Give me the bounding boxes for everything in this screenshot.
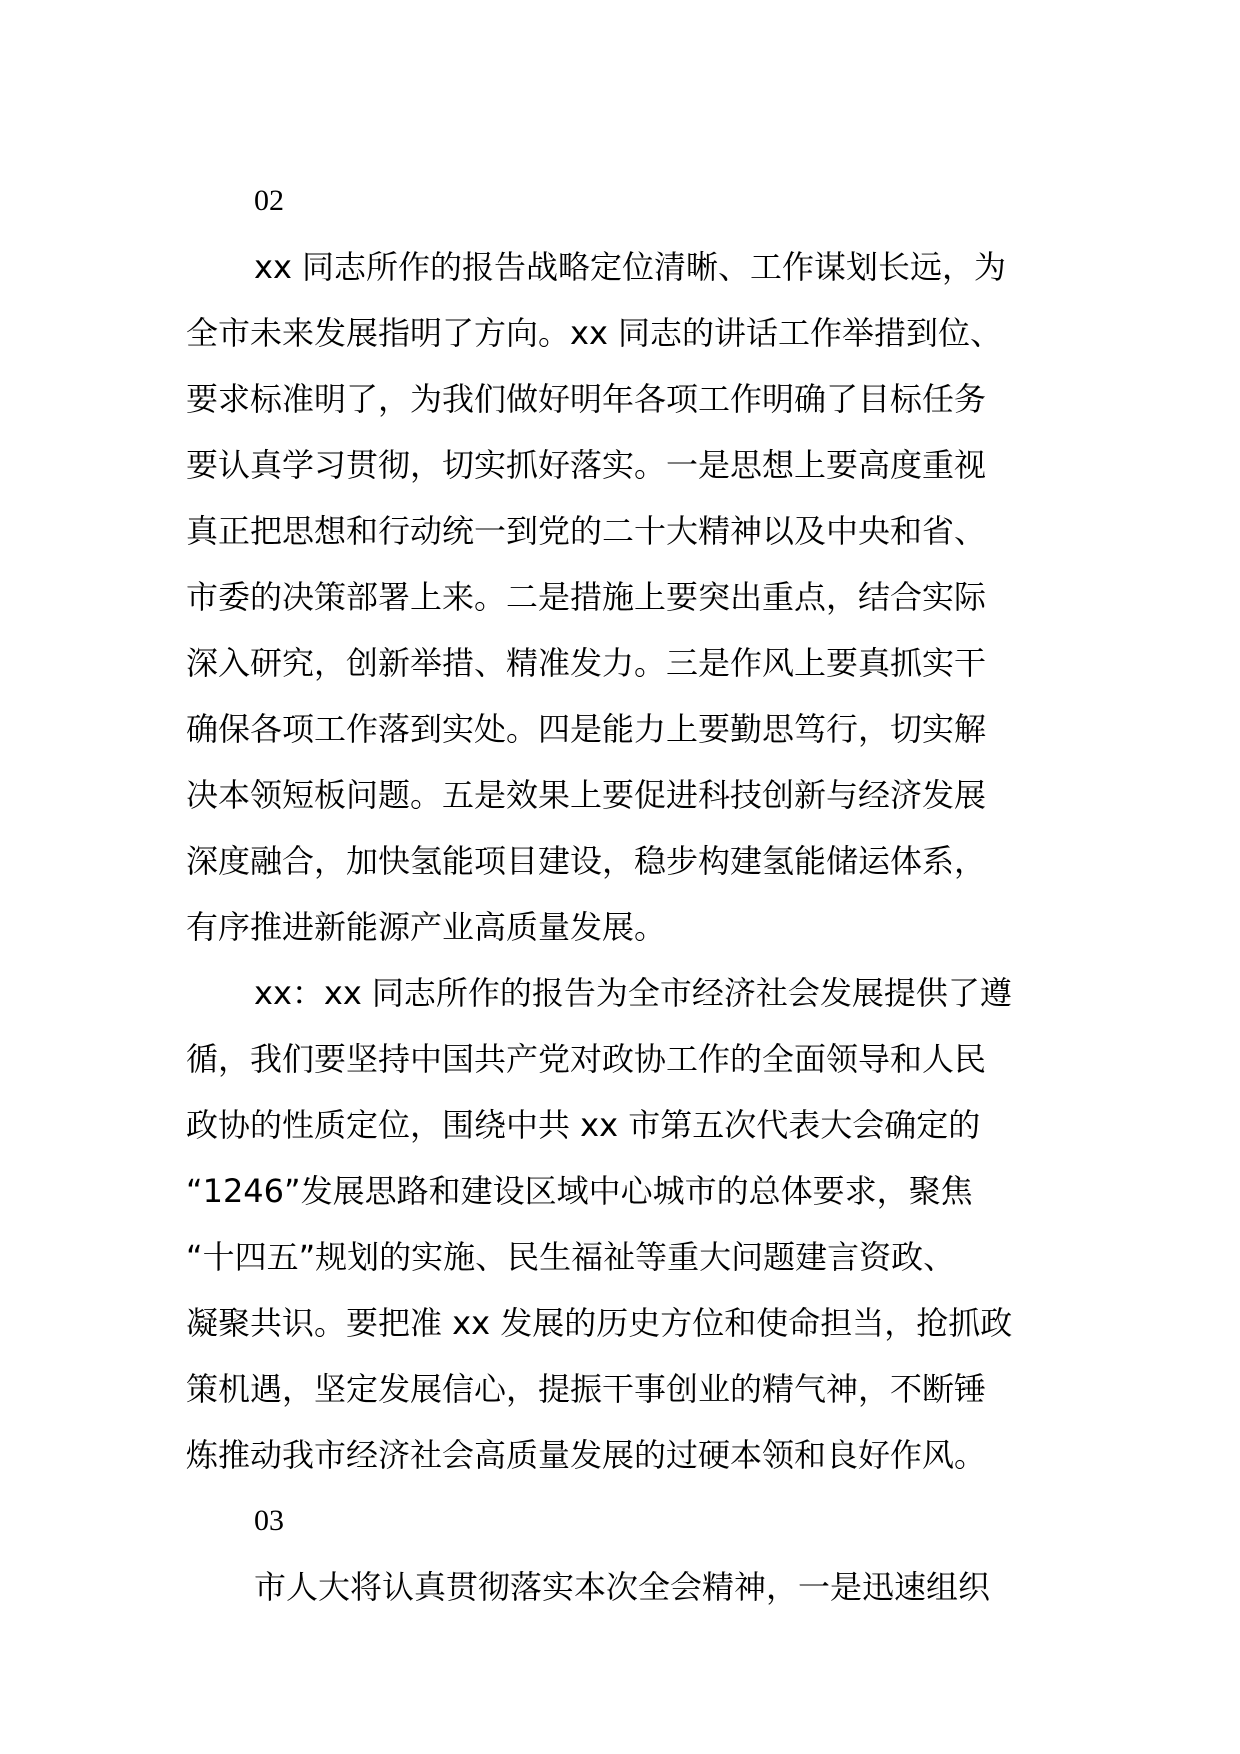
- paragraph-line: “1246”发展思路和建设区域中心城市的总体要求，聚焦: [186, 1172, 973, 1210]
- paragraph: [186, 960, 1056, 1488]
- section-number: 03: [254, 1504, 284, 1537]
- paragraph-line: 市人大将认真贯彻落实本次全会精神，一是迅速组织: [254, 1568, 991, 1606]
- paragraph-line: 决本领短板问题。五是效果上要促进科技创新与经济发展: [186, 776, 987, 814]
- paragraph-line: 要求标准明了，为我们做好明年各项工作明确了目标任务: [186, 380, 987, 418]
- paragraph: [186, 1554, 1056, 1620]
- paragraph-line: 要认真学习贯彻，切实抓好落实。一是思想上要高度重视: [186, 446, 987, 484]
- paragraph-line: 市委的决策部署上来。二是措施上要突出重点，结合实际: [186, 578, 987, 616]
- paragraph-line: 真正把思想和行动统一到党的二十大精神以及中央和省、: [186, 512, 987, 550]
- paragraph-line: xx：xx 同志所作的报告为全市经济社会发展提供了遵: [254, 974, 1012, 1012]
- paragraph-line: 炼推动我市经济社会高质量发展的过硬本领和良好作风。: [186, 1436, 987, 1474]
- paragraph-line: 政协的性质定位，围绕中共 xx 市第五次代表大会确定的: [186, 1106, 981, 1144]
- paragraph-line: 全市未来发展指明了方向。xx 同志的讲话工作举措到位、: [186, 314, 1003, 352]
- section-number: 02: [254, 184, 284, 217]
- paragraph-line: 循，我们要坚持中国共产党对政协工作的全面领导和人民: [186, 1040, 987, 1078]
- paragraph-line: 有序推进新能源产业高质量发展。: [186, 908, 667, 946]
- paragraph: [186, 234, 1056, 960]
- paragraph-line: 深度融合，加快氢能项目建设，稳步构建氢能储运体系，: [186, 842, 987, 880]
- document-body: [186, 168, 1056, 1620]
- paragraph-line: 凝聚共识。要把准 xx 发展的历史方位和使命担当，抢抓政: [186, 1304, 1013, 1342]
- paragraph-line: “十四五”规划的实施、民生福祉等重大问题建言资政、: [186, 1238, 956, 1276]
- paragraph-line: 策机遇，坚定发展信心，提振干事创业的精气神，不断锤: [186, 1370, 987, 1408]
- paragraph-line: 深入研究，创新举措、精准发力。三是作风上要真抓实干: [186, 644, 987, 682]
- paragraph-line: xx 同志所作的报告战略定位清晰、工作谋划长远，为: [254, 248, 1007, 286]
- paragraph-line: 确保各项工作落到实处。四是能力上要勤思笃行，切实解: [186, 710, 987, 748]
